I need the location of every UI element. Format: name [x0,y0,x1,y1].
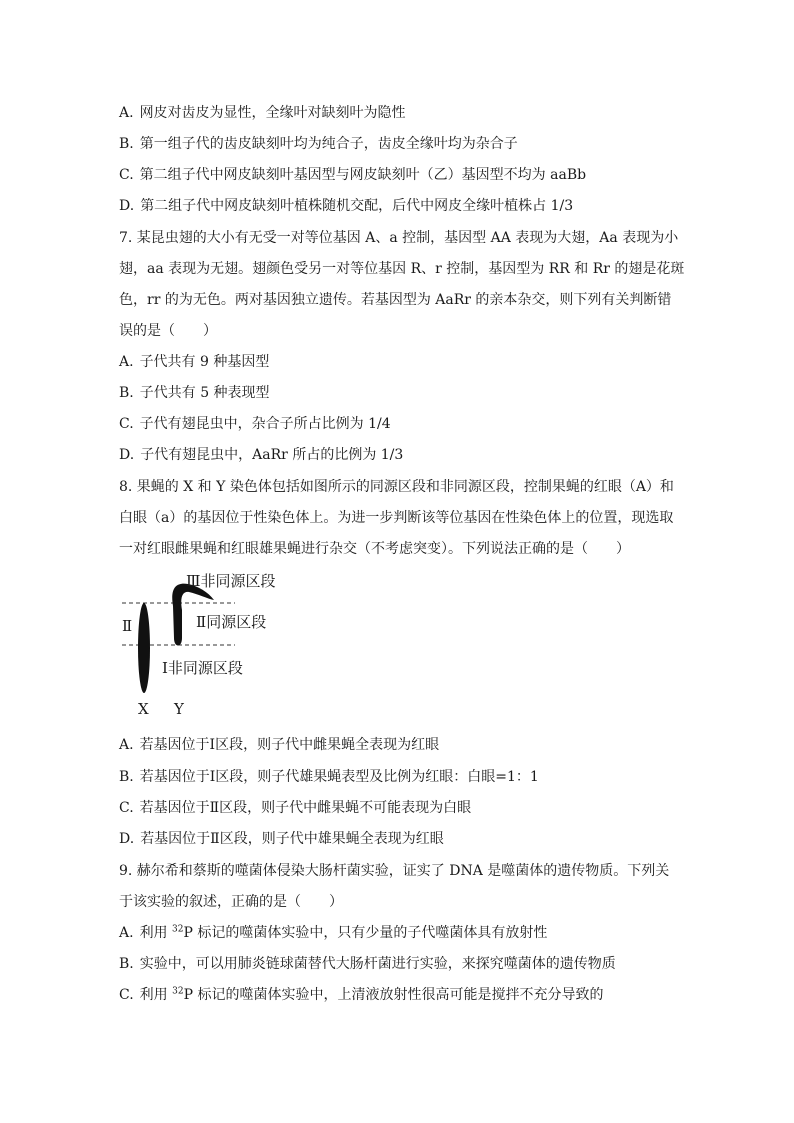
q7-option-b [119,383,270,403]
q6-option-c [119,165,586,185]
option-letter: A. [119,925,134,941]
option-text: 第一组子代的齿皮缺刻叶均为纯合子，齿皮全缘叶均为杂合子 [139,136,518,152]
option-letter: B. [119,136,134,152]
q6-option-a [119,103,406,123]
option-text: 若基因位于Ⅰ区段，则子代中雌果蝇全表现为红眼 [139,737,440,753]
label-region-iii: Ⅲ非同源区段 [186,572,276,590]
option-letter: B. [119,385,134,401]
option-text-post: P 标记的噬菌体实验中，上清液放射性很高可能是搅拌不充分导致的 [183,987,604,1003]
q6-option-b [119,134,518,154]
option-letter: A. [119,737,134,753]
option-text: 网皮对齿皮为显性，全缘叶对缺刻叶为隐性 [139,105,406,121]
q7-stem-line-1: 7. 某昆虫翅的大小有无受一对等位基因 A、a 控制，基因型 AA 表现为大翅，Aa 表现为小 [119,230,679,246]
q8-option-c [119,798,471,818]
q7-stem-line-3: 色，rr 的为无色。两对基因独立遗传。若基因型为 AaRr 的亲本杂交，则下列有关判断错 [119,292,672,308]
option-letter: B. [119,769,134,785]
q9-option-c [119,985,603,1005]
q7-stem-line-4: 误的是（ ） [119,323,217,339]
option-letter: B. [119,956,134,972]
option-letter: A. [119,354,134,370]
q9-stem-line-1: 9. 赫尔希和蔡斯的噬菌体侵染大肠杆菌实验，证实了 DNA 是噬菌体的遗传物质。下列关 [119,863,670,879]
q7-option-a [119,352,269,372]
q8-stem-line-1: 8. 果蝇的 X 和 Y 染色体包括如图所示的同源区段和非同源区段，控制果蝇的红眼（A）和 [119,479,674,495]
option-text: 子代共有 5 种表现型 [139,385,270,401]
q8-option-d [119,829,444,849]
option-text-pre: 利用 [139,987,173,1003]
q8-stem-line-3: 一对红眼雌果蝇和红眼雄果蝇进行杂交（不考虑突变）。下列说法正确的是（ ） [119,541,630,557]
option-text: 子代有翅昆虫中，杂合子所占比例为 1/4 [139,416,391,432]
q8-stem-line-2: 白眼（a）的基因位于性染色体上。为进一步判断该等位基因在性染色体上的位置，现选取 [119,510,674,526]
label-y: Y [174,700,184,718]
q9-stem-line-2: 于该实验的叙述，正确的是（ ） [119,894,343,910]
isotope-mass-number: 32 [172,924,184,935]
option-letter: C. [119,167,134,183]
label-x: X [138,700,149,718]
option-letter: C. [119,800,134,816]
q7-option-c [119,414,391,434]
label-region-ii: Ⅱ同源区段 [196,613,267,631]
option-text: 若基因位于Ⅱ区段，则子代中雌果蝇不可能表现为白眼 [139,800,472,816]
option-text: 子代有翅昆虫中，AaRr 所占的比例为 1/3 [140,447,404,463]
label-region-i: Ⅰ非同源区段 [162,659,243,677]
option-letter: D. [119,198,135,214]
option-text: 实验中，可以用肺炎链球菌替代大肠杆菌进行实验，来探究噬菌体的遗传物质 [139,956,616,972]
option-letter: A. [119,105,134,121]
q9-option-a [119,923,547,943]
option-letter: D. [119,447,135,463]
isotope-mass-number: 32 [172,986,184,997]
option-text-pre: 利用 [139,925,173,941]
q9-option-b [119,954,616,974]
option-text: 第二组子代中网皮缺刻叶基因型与网皮缺刻叶（乙）基因型不均为 aaBb [139,167,587,183]
option-text: 若基因位于Ⅰ区段，则子代雄果蝇表型及比例为红眼：白眼=1：1 [139,769,539,785]
option-text: 若基因位于Ⅱ区段，则子代中雄果蝇全表现为红眼 [140,831,444,847]
q6-option-d [119,196,573,216]
label-region-ii-side: Ⅱ [122,617,133,635]
q7-option-d [119,445,403,465]
option-text: 第二组子代中网皮缺刻叶植株随机交配，后代中网皮全缘叶植株占 1/3 [140,198,574,214]
option-letter: D. [119,831,135,847]
q8-option-a [119,735,439,755]
chromosome-figure [110,568,410,728]
q8-option-b [119,767,539,787]
q7-stem-line-2: 翅，aa 表现为无翅。翅颜色受另一对等位基因 R、r 控制，基因型为 RR 和 Rr 的翅是花斑 [119,261,685,277]
option-letter: C. [119,416,134,432]
option-letter: C. [119,987,134,1003]
option-text: 子代共有 9 种基因型 [139,354,270,370]
chromosome-diagram [110,568,410,728]
x-chromosome [138,603,150,693]
option-text-post: P 标记的噬菌体实验中，只有少量的子代噬菌体具有放射性 [183,925,548,941]
